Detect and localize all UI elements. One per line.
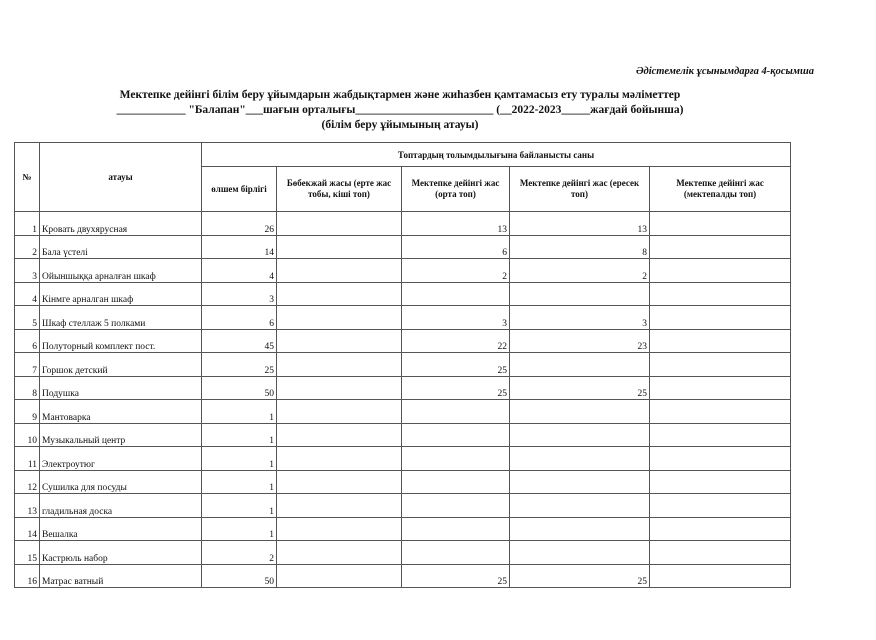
item-name: Вешалка	[40, 517, 202, 541]
senior-count: 23	[510, 329, 650, 353]
item-name: Музыкальный центр	[40, 423, 202, 447]
appendix-note: Әдістемелік ұсынымдарға 4-қосымша	[635, 66, 814, 77]
table-row	[15, 376, 791, 400]
row-number: 8	[15, 376, 40, 400]
preschool-count	[650, 259, 791, 283]
unit-count: 2	[202, 541, 277, 565]
table-row	[15, 212, 791, 236]
preschool-count	[650, 447, 791, 471]
unit-count: 45	[202, 329, 277, 353]
unit-count: 4	[202, 259, 277, 283]
preschool-count	[650, 564, 791, 588]
senior-count	[510, 400, 650, 424]
nursery-count	[277, 494, 402, 518]
item-name: Подушка	[40, 376, 202, 400]
header-number: №	[15, 143, 40, 212]
middle-count	[402, 447, 510, 471]
senior-count: 3	[510, 306, 650, 330]
middle-count: 25	[402, 376, 510, 400]
unit-count: 26	[202, 212, 277, 236]
unit-count: 1	[202, 400, 277, 424]
senior-count: 13	[510, 212, 650, 236]
table-row	[15, 282, 791, 306]
middle-count: 3	[402, 306, 510, 330]
item-name: Сушилка для посуды	[40, 470, 202, 494]
unit-count: 50	[202, 376, 277, 400]
middle-count: 22	[402, 329, 510, 353]
table-body	[15, 212, 791, 588]
middle-count	[402, 494, 510, 518]
senior-count	[510, 423, 650, 447]
header-nursery-group: Бөбекжай жасы (ерте жас тобы, кіші топ)	[277, 167, 402, 212]
unit-count: 50	[202, 564, 277, 588]
preschool-count	[650, 470, 791, 494]
item-name: Горшок детский	[40, 353, 202, 377]
item-name: гладильная доска	[40, 494, 202, 518]
title-line-3: (білім беру ұйымының атауы)	[321, 119, 479, 131]
row-number: 12	[15, 470, 40, 494]
preschool-count	[650, 400, 791, 424]
middle-count	[402, 423, 510, 447]
nursery-count	[277, 423, 402, 447]
senior-count	[510, 517, 650, 541]
senior-count	[510, 282, 650, 306]
senior-count: 25	[510, 564, 650, 588]
nursery-count	[277, 212, 402, 236]
nursery-count	[277, 306, 402, 330]
equipment-table	[14, 142, 791, 588]
row-number: 9	[15, 400, 40, 424]
header-middle-group: Мектепке дейінгі жас (орта топ)	[402, 167, 510, 212]
preschool-count	[650, 353, 791, 377]
table-row	[15, 494, 791, 518]
row-number: 15	[15, 541, 40, 565]
senior-count	[510, 447, 650, 471]
header-name: атауы	[40, 143, 202, 212]
preschool-count	[650, 212, 791, 236]
table-row	[15, 235, 791, 259]
unit-count: 25	[202, 353, 277, 377]
row-number: 1	[15, 212, 40, 236]
middle-count: 6	[402, 235, 510, 259]
middle-count	[402, 282, 510, 306]
preschool-count	[650, 541, 791, 565]
item-name: Кастрюль набор	[40, 541, 202, 565]
header-group: Топтардың толымдылығына байланысты саны	[202, 143, 791, 167]
table-row	[15, 329, 791, 353]
item-name: Полуторный комплект пост.	[40, 329, 202, 353]
row-number: 2	[15, 235, 40, 259]
nursery-count	[277, 259, 402, 283]
middle-count: 25	[402, 564, 510, 588]
unit-count: 1	[202, 517, 277, 541]
middle-count	[402, 470, 510, 494]
senior-count: 2	[510, 259, 650, 283]
table-row	[15, 353, 791, 377]
table-row	[15, 306, 791, 330]
table-row	[15, 541, 791, 565]
senior-count	[510, 353, 650, 377]
row-number: 14	[15, 517, 40, 541]
row-number: 5	[15, 306, 40, 330]
unit-count: 1	[202, 423, 277, 447]
senior-count	[510, 541, 650, 565]
item-name: Ойыншыққа арналған шкаф	[40, 259, 202, 283]
senior-count	[510, 494, 650, 518]
nursery-count	[277, 470, 402, 494]
row-number: 16	[15, 564, 40, 588]
preschool-count	[650, 494, 791, 518]
row-number: 4	[15, 282, 40, 306]
nursery-count	[277, 541, 402, 565]
header-preschool-group: Мектепке дейінгі жас (мектепалды топ)	[650, 167, 791, 212]
table-row	[15, 470, 791, 494]
middle-count	[402, 400, 510, 424]
unit-count: 14	[202, 235, 277, 259]
row-number: 13	[15, 494, 40, 518]
table-row	[15, 259, 791, 283]
item-name: Шкаф стеллаж 5 полками	[40, 306, 202, 330]
nursery-count	[277, 517, 402, 541]
item-name: Кінмге арналган шкаф	[40, 282, 202, 306]
document-title	[0, 88, 800, 133]
nursery-count	[277, 400, 402, 424]
nursery-count	[277, 564, 402, 588]
item-name: Матрас ватный	[40, 564, 202, 588]
row-number: 6	[15, 329, 40, 353]
preschool-count	[650, 517, 791, 541]
title-line-1: Мектепке дейінгі білім беру ұйымдарын жабдықтармен және жиһазбен қамтамасыз ету туралы мәліметтер	[119, 89, 681, 101]
middle-count	[402, 517, 510, 541]
table-row	[15, 423, 791, 447]
header-senior-group: Мектепке дейінгі жас (ересек топ)	[510, 167, 650, 212]
unit-count: 6	[202, 306, 277, 330]
preschool-count	[650, 306, 791, 330]
senior-count: 8	[510, 235, 650, 259]
senior-count: 25	[510, 376, 650, 400]
preschool-count	[650, 423, 791, 447]
header-unit: өлшем бірлігі	[202, 167, 277, 212]
item-name: Кровать двухярусная	[40, 212, 202, 236]
unit-count: 3	[202, 282, 277, 306]
row-number: 3	[15, 259, 40, 283]
table-row	[15, 517, 791, 541]
preschool-count	[650, 235, 791, 259]
row-number: 10	[15, 423, 40, 447]
table-row	[15, 564, 791, 588]
senior-count	[510, 470, 650, 494]
preschool-count	[650, 376, 791, 400]
middle-count: 13	[402, 212, 510, 236]
nursery-count	[277, 447, 402, 471]
row-number: 11	[15, 447, 40, 471]
unit-count: 1	[202, 494, 277, 518]
item-name: Бала үстелі	[40, 235, 202, 259]
item-name: Электроутюг	[40, 447, 202, 471]
table-row	[15, 400, 791, 424]
table-row	[15, 447, 791, 471]
preschool-count	[650, 282, 791, 306]
nursery-count	[277, 353, 402, 377]
nursery-count	[277, 329, 402, 353]
preschool-count	[650, 329, 791, 353]
title-line-2: ____________ "Балапан"___шағын орталығы________________________ (__2022-2023_____жағдай бойынша)	[116, 104, 684, 116]
middle-count	[402, 541, 510, 565]
item-name: Мантоварка	[40, 400, 202, 424]
nursery-count	[277, 282, 402, 306]
middle-count: 2	[402, 259, 510, 283]
nursery-count	[277, 376, 402, 400]
row-number: 7	[15, 353, 40, 377]
middle-count: 25	[402, 353, 510, 377]
nursery-count	[277, 235, 402, 259]
unit-count: 1	[202, 470, 277, 494]
unit-count: 1	[202, 447, 277, 471]
